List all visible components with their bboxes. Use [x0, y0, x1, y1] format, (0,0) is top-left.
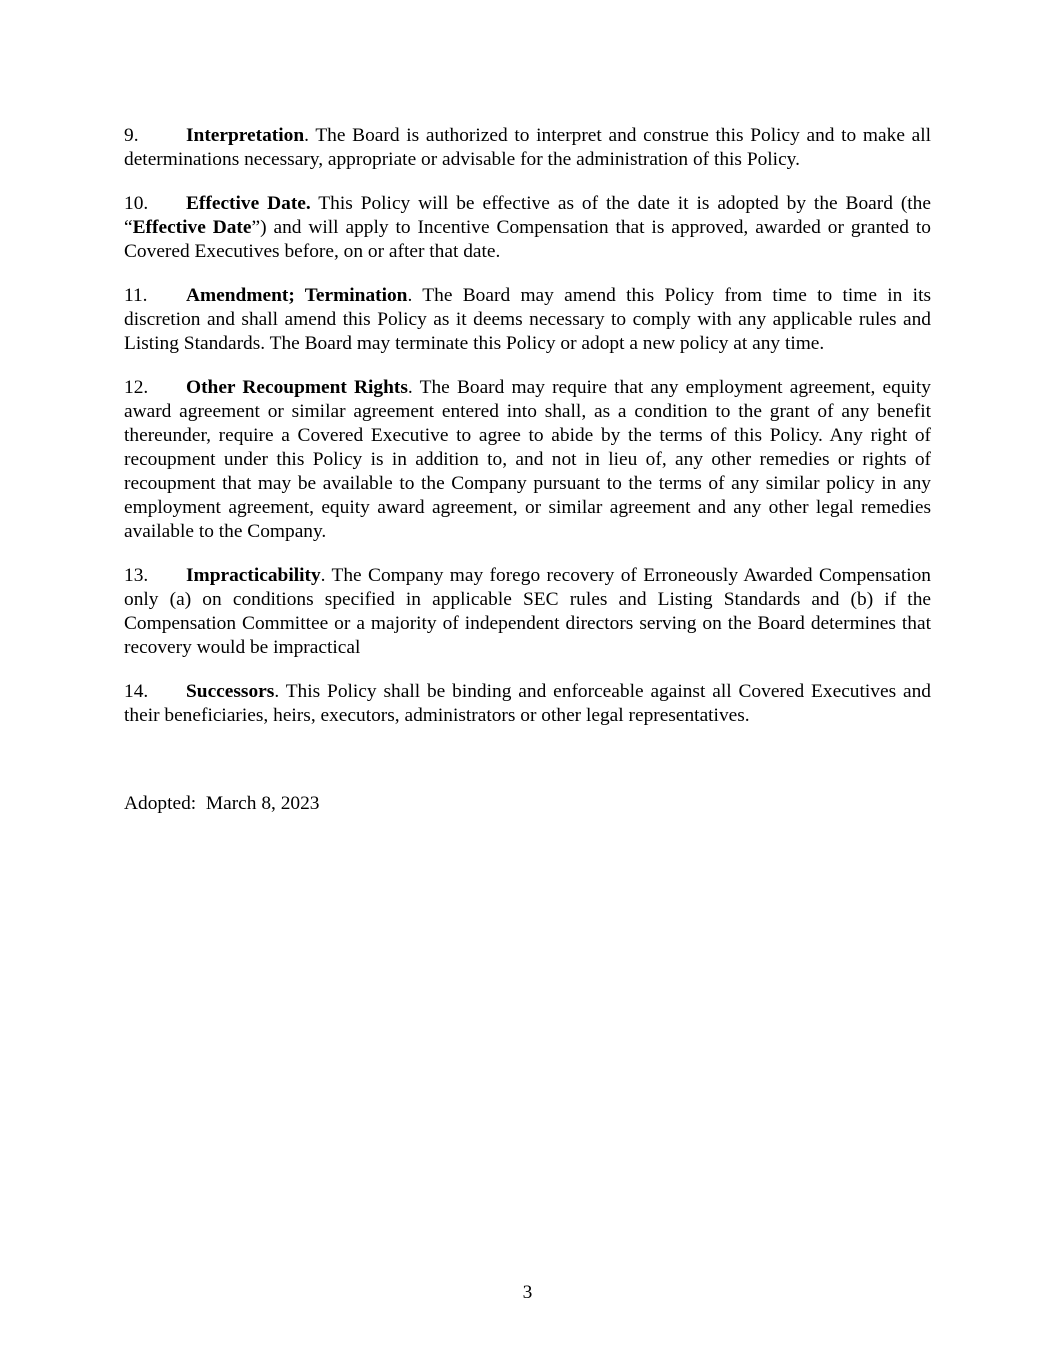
- page-number: 3: [522, 1282, 533, 1303]
- section-amendment-termination: [124, 284, 931, 356]
- section-title-suffix: .: [407, 285, 413, 306]
- section-title: Interpretation: [186, 125, 305, 146]
- section-body: The Board is authorized to interpret and construe this Policy and to make all determinations necessary, appropriate or advisable for the administration of this Policy.: [124, 125, 931, 170]
- section-title-suffix: .: [274, 681, 280, 702]
- section-title-suffix: .: [304, 125, 309, 146]
- section-title-suffix: .: [320, 565, 326, 586]
- policy-sections: [124, 124, 931, 748]
- section-other-recoupment-rights: [124, 376, 931, 544]
- section-title-suffix: .: [407, 377, 413, 398]
- defined-term: Effective Date: [132, 217, 252, 238]
- section-number: 14.: [124, 681, 149, 702]
- section-title: Impracticability: [186, 565, 321, 586]
- section-effective-date: [124, 192, 931, 264]
- adopted-date: Adopted: March 8, 2023: [124, 793, 320, 814]
- section-number: 11.: [124, 285, 148, 306]
- section-interpretation: [124, 124, 931, 172]
- section-impracticability: [124, 564, 931, 660]
- section-title: Other Recoupment Rights: [186, 377, 408, 398]
- section-number: 12.: [124, 377, 149, 398]
- section-title: Successors: [186, 681, 275, 702]
- section-number: 9.: [124, 125, 139, 146]
- section-successors: [124, 680, 931, 728]
- section-body: This Policy shall be binding and enforceable against all Covered Executives and their beneficiaries, heirs, executors, administrators or other legal representatives.: [124, 681, 931, 726]
- section-title: Effective Date.: [186, 193, 311, 214]
- section-number: 13.: [124, 565, 149, 586]
- section-body-part2: ”) and will apply to Incentive Compensation that is approved, awarded or granted to Covered Executives before, on or after that date.: [124, 217, 931, 262]
- section-body: The Board may amend this Policy from time to time in its discretion and shall amend this Policy as it deems necessary to comply with any applicable rules and Listing Standards. The Board may terminate this Policy or adopt a new policy at any time.: [124, 285, 931, 354]
- section-body: The Board may require that any employment agreement, equity award agreement or similar agreement entered into shall, as a condition to the grant of any benefit thereunder, require a Covered Executive to agree to abide by the terms of this Policy. Any right of recoupment under this Policy is in addition to, and not in lieu of, any other remedies or rights of recoupment that may be available to the Company pursuant to the terms of any similar policy in any employment agreement, equity award agreement, or similar agreement and any other legal remedies available to the Company.: [124, 377, 931, 542]
- section-number: 10.: [124, 193, 149, 214]
- section-title: Amendment; Termination: [186, 285, 408, 306]
- section-body-part1: This Policy will be effective as of the date it is adopted by the Board (the “: [124, 193, 931, 238]
- section-body: The Company may forego recovery of Erroneously Awarded Compensation only (a) on conditions specified in applicable SEC rules and Listing Standards and (b) if the Compensation Committee or a majority of independent directors serving on the Board determines that recovery would be impractical: [124, 565, 931, 658]
